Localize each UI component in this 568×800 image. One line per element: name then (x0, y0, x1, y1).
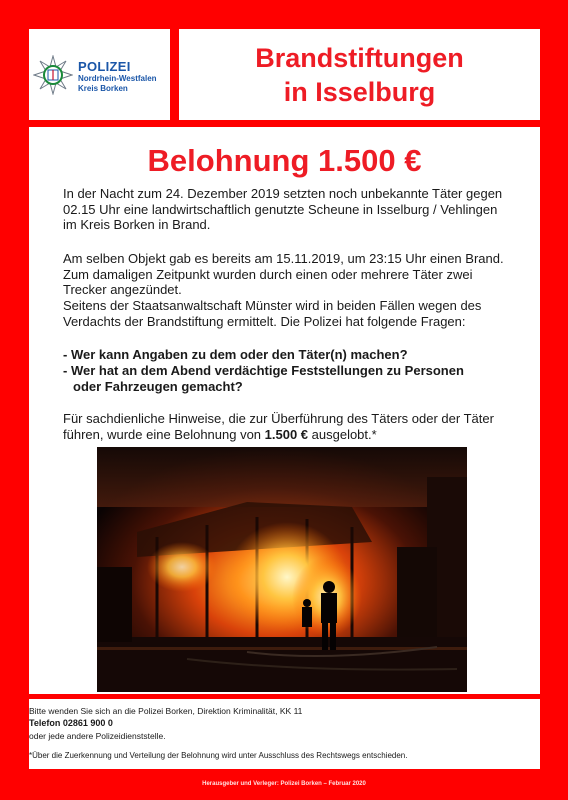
legal-note: *Über die Zuerkennung und Verteilung der Belohnung wird unter Ausschluss des Rechtswegs entschieden. (29, 751, 408, 760)
logo-panel (29, 29, 170, 120)
publisher-line: Herausgeber und Verleger: Polizei Borken – Februar 2020 (202, 781, 366, 787)
contact-line: Bitte wenden Sie sich an die Polizei Borken, Direktion Kriminalität, KK 11 (29, 706, 303, 716)
police-star-icon (33, 55, 73, 95)
contact-alternative: oder jede andere Polizeidienststelle. (29, 731, 166, 741)
main-panel (29, 127, 540, 694)
logo-district: Kreis Borken (78, 84, 128, 93)
question-2-continued: oder Fahrzeugen gemacht? (73, 379, 243, 394)
question-1: - Wer kann Angaben zu dem oder den Täter(n) machen? (63, 347, 408, 362)
paragraph-3-text: Für sachdienliche Hinweise, die zur Überführung des Täters oder der Täter führen, wurde eine Belohnung von (63, 411, 494, 442)
logo-text (78, 59, 157, 94)
reward-heading: Belohnung 1.500 € (147, 143, 422, 178)
paragraph-1: In der Nacht zum 24. Dezember 2019 setzten noch unbekannte Täter gegen 02.15 Uhr eine landwirtschaftlich genutzte Scheune in Isselburg / Vehlingen im Kreis Borken in Brand. (63, 186, 503, 232)
reward-amount: 1.500 € (264, 426, 309, 442)
paragraph-3-end: ausgelobt.* (308, 426, 377, 442)
title-line1: Brandstiftungen (255, 43, 464, 73)
logo-polizei: POLIZEI (78, 59, 131, 74)
paragraph-3 (63, 411, 513, 442)
title-panel (179, 29, 540, 120)
paragraph-2a: Am selben Objekt gab es bereits am 15.11.2019, um 23:15 Uhr einen Brand. Zum damaligen Zeitpunkt wurden durch einen oder mehrere Täter zwei Trecker angezündet. (63, 251, 504, 297)
title-line2: in Isselburg (283, 77, 436, 107)
question-2: - Wer hat an dem Abend verdächtige Feststellungen zu Personen (63, 363, 464, 378)
page-title (179, 41, 540, 109)
phone-number: Telefon 02861 900 0 (29, 718, 113, 728)
paragraph-2b: Seitens der Staatsanwaltschaft Münster wird in beiden Fällen wegen des Verdachts der Brandstiftung ermittelt. Die Polizei hat folgende Fragen: (63, 298, 482, 329)
barn-fire-photo (97, 447, 467, 692)
logo-state: Nordrhein-Westfalen (78, 74, 157, 83)
